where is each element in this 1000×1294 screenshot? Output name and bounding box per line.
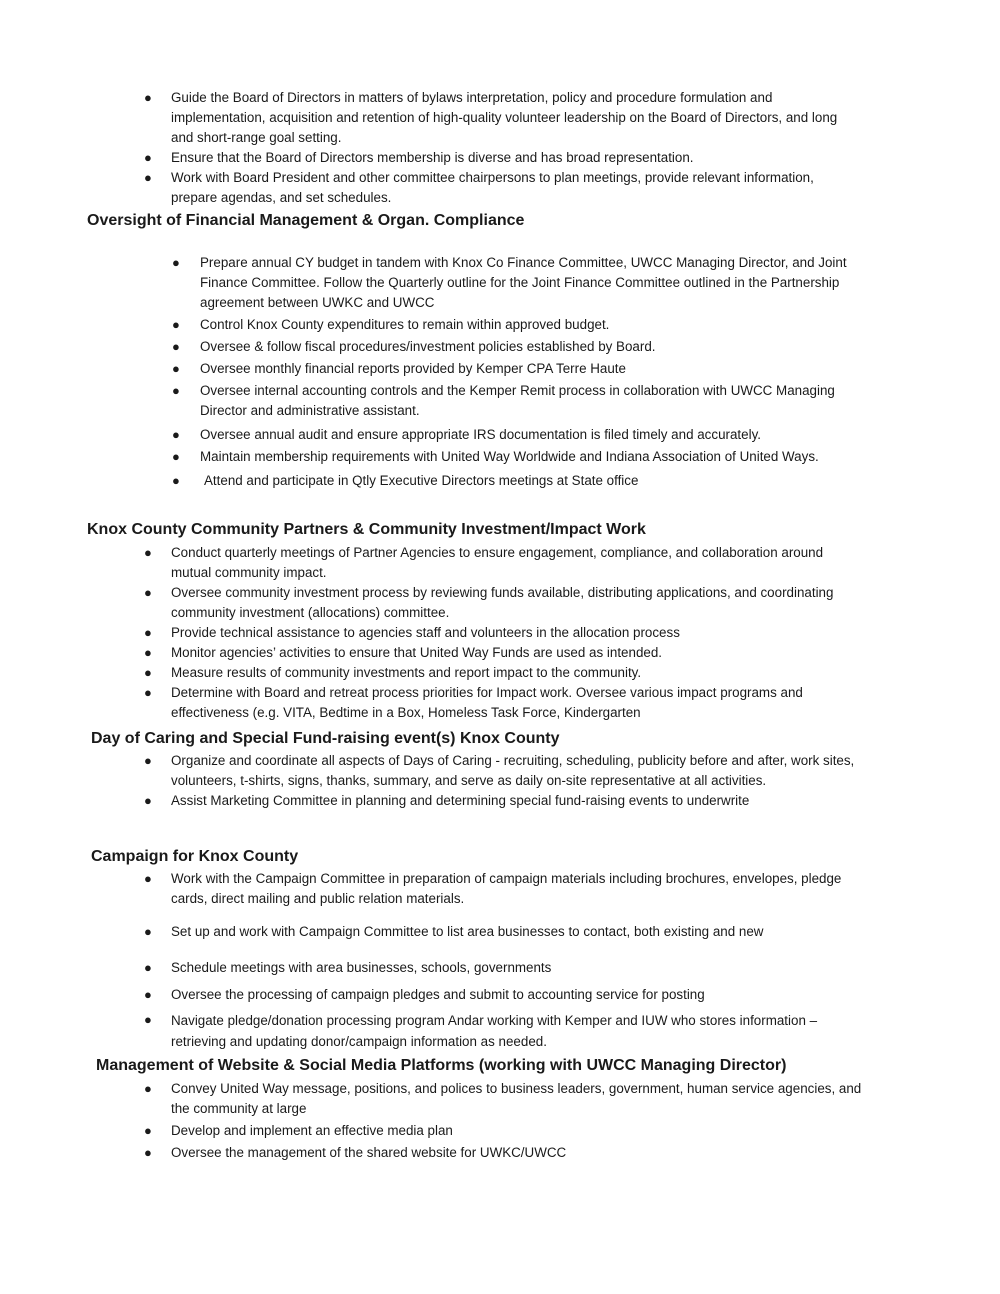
list-item: ● Provide technical assistance to agencies staff and volunteers in the allocation process (143, 623, 863, 643)
partners-list (143, 543, 863, 723)
list-item: ● Ensure that the Board of Directors membership is diverse and has broad representation. (143, 148, 863, 168)
bullet-icon: ● (144, 685, 152, 700)
list-item: ● Oversee & follow fiscal procedures/investment policies established by Board. (171, 337, 871, 357)
list-item: ● Work with the Campaign Committee in preparation of campaign materials including brochures, envelopes, pledge cards, direct mailing and public relation materials. (144, 871, 842, 906)
section-title-financial: Oversight of Financial Management & Organ. Compliance (87, 212, 525, 229)
list-item: ● Navigate pledge/donation processing program Andar working with Kemper and IUW who stores information – retrieving and updating donor/campaign information as needed. (144, 1012, 818, 1049)
bullet-icon: ● (172, 255, 180, 270)
list-item: ● Prepare annual CY budget in tandem with Knox Co Finance Committee, UWCC Managing Director, and Joint Finance Committee. Follow the Quarterly outline for the Joint Finance Committee outlined in the Partnership agreement between UWKC and UWCC (172, 255, 847, 310)
bullet-icon: ● (144, 645, 152, 660)
bullet-icon: ● (144, 871, 152, 886)
bullet-icon: ● (172, 317, 180, 332)
bullet-icon: ● (144, 545, 152, 560)
section-title-caring: Day of Caring and Special Fund-raising event(s) Knox County (91, 730, 560, 747)
bullet-icon: ● (144, 924, 152, 939)
website-list (143, 1079, 863, 1163)
bullet-icon: ● (144, 987, 152, 1002)
bullet-icon: ● (144, 585, 152, 600)
bullet-icon: ● (144, 665, 152, 680)
list-item: ● Control Knox County expenditures to remain within approved budget. (171, 315, 871, 335)
bullet-icon: ● (172, 339, 180, 354)
list-item: ● Set up and work with Campaign Committee to list area businesses to contact, both existing and new (143, 922, 863, 942)
list-item: ● Oversee community investment process by reviewing funds available, distributing applications, and coordinating community investment (allocations) committee. (144, 585, 834, 620)
section-title-partners: Knox County Community Partners & Community Investment/Impact Work (87, 521, 646, 538)
list-item: ● Determine with Board and retreat process priorities for Impact work. Oversee various impact programs and effectiveness (e.g. VITA, Bedtime in a Box, Homeless Task Force, Kindergarten (144, 685, 803, 720)
financial-list (171, 253, 871, 491)
list-item: ● Monitor agencies’ activities to ensure that United Way Funds are used as intended. (143, 643, 863, 663)
bullet-icon: ● (172, 383, 180, 398)
bullet-icon: ● (172, 427, 180, 442)
bullet-icon: ● (172, 449, 180, 464)
bullet-icon: ● (172, 473, 180, 488)
campaign-list (143, 869, 863, 1052)
list-item: ● Conduct quarterly meetings of Partner Agencies to ensure engagement, compliance, and collaboration around mutual community impact. (144, 545, 824, 580)
list-item: ● Oversee monthly financial reports provided by Kemper CPA Terre Haute (171, 359, 871, 379)
section-title-campaign: Campaign for Knox County (91, 848, 299, 865)
list-item: ● Maintain membership requirements with United Way Worldwide and Indiana Association of United Ways. (171, 447, 871, 467)
section-title-website: Management of Website & Social Media Platforms (working with UWCC Managing Director) (96, 1057, 787, 1074)
bullet-icon: ● (144, 150, 152, 165)
bullet-icon: ● (144, 1081, 152, 1096)
list-item: ● Schedule meetings with area businesses, schools, governments (143, 958, 863, 978)
list-item: ● Oversee the processing of campaign pledges and submit to accounting service for posting (143, 985, 863, 1005)
bullet-icon: ● (144, 170, 152, 185)
list-item: ● Assist Marketing Committee in planning and determining special fund-raising events to underwrite (143, 791, 863, 811)
bullet-icon: ● (144, 1123, 152, 1138)
intro-list (143, 88, 863, 208)
list-item: ● Organize and coordinate all aspects of Days of Caring - recruiting, scheduling, publicity before and after, work sites, volunteers, t-shirts, signs, thanks, summary, and serve as daily on-site representative at all activities. (144, 753, 855, 788)
list-item: ● Oversee internal accounting controls and the Kemper Remit process in collaboration with UWCC Managing Director and administrative assistant. (172, 383, 835, 418)
bullet-icon: ● (144, 753, 152, 768)
bullet-icon: ● (172, 361, 180, 376)
list-item: ● Convey United Way message, positions, and polices to business leaders, government, human service agencies, and the community at large (144, 1081, 862, 1116)
bullet-icon: ● (144, 960, 152, 975)
bullet-icon: ● (144, 90, 152, 105)
list-item: ● Oversee annual audit and ensure appropriate IRS documentation is filed timely and accurately. (171, 425, 871, 445)
caring-list (143, 751, 863, 811)
list-item: ● Measure results of community investments and report impact to the community. (143, 663, 863, 683)
list-item: ● Guide the Board of Directors in matters of bylaws interpretation, policy and procedure formulation and implementation, acquisition and retention of high-quality volunteer leadership on the Board of Directors, and long and short-range goal setting. (144, 90, 838, 145)
list-item: ● Develop and implement an effective media plan (143, 1121, 863, 1141)
list-item: ● Work with Board President and other committee chairpersons to plan meetings, provide relevant information, prepare agendas, and set schedules. (144, 170, 814, 205)
bullet-icon: ● (144, 625, 152, 640)
bullet-icon: ● (144, 1145, 152, 1160)
list-item: ● Oversee the management of the shared website for UWKC/UWCC (143, 1143, 863, 1163)
bullet-icon: ● (144, 1012, 152, 1027)
list-item: ● Attend and participate in Qtly Executive Directors meetings at State office (171, 471, 871, 491)
bullet-icon: ● (144, 793, 152, 808)
